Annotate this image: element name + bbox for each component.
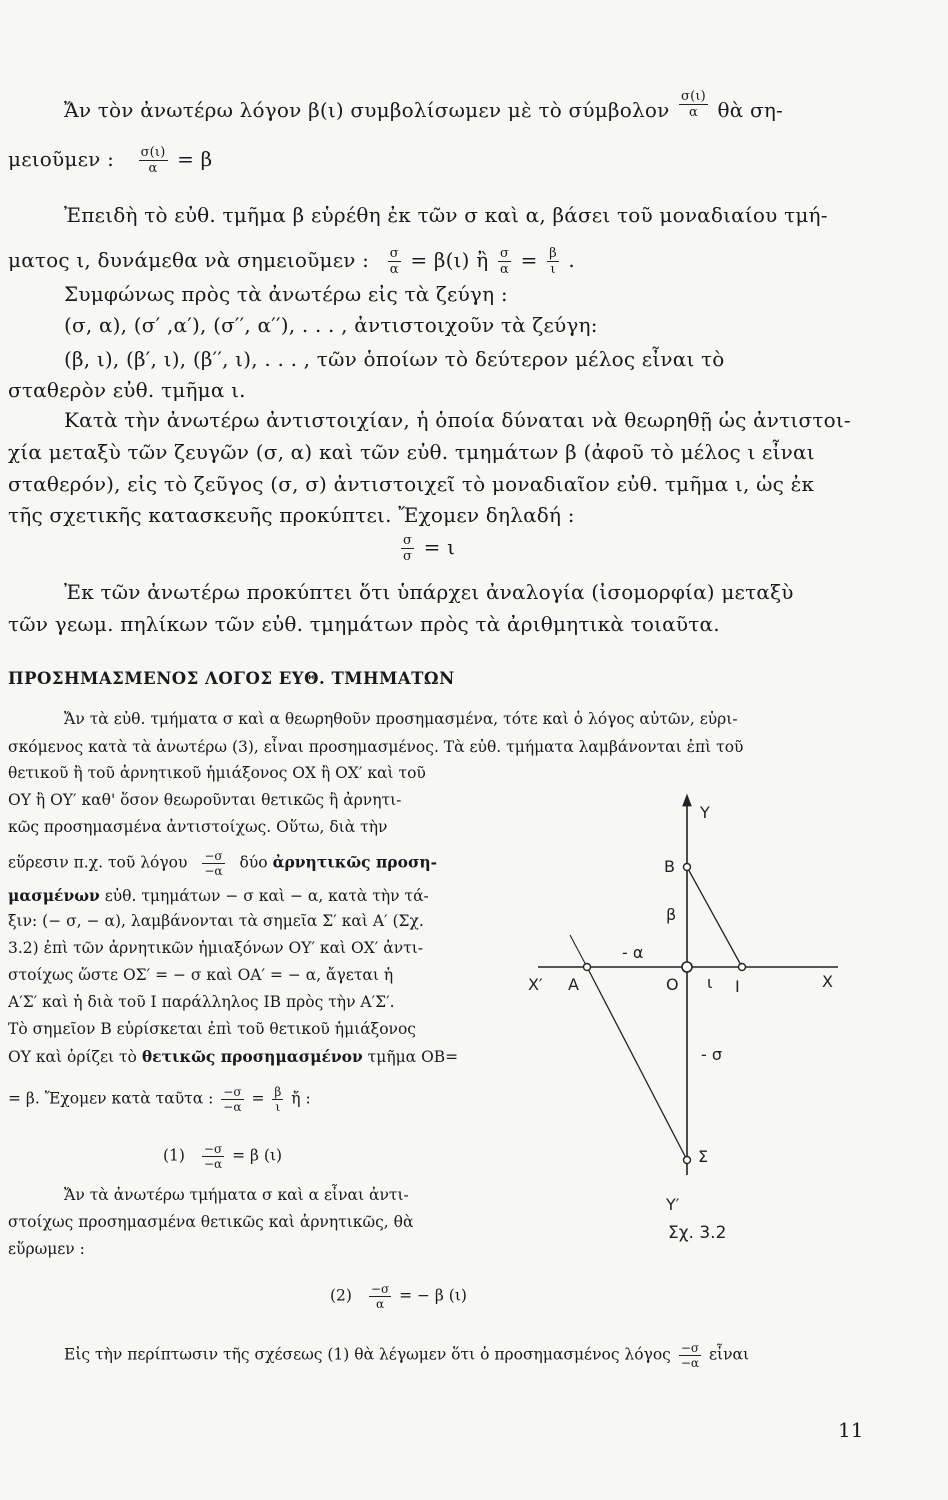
- text-line: Ἄν τὰ εὐθ. τμήματα σ καὶ α θεωρηθοῦν προσημασμένα, τότε καὶ ὁ λόγος αὐτῶν, εὑρι-: [64, 710, 738, 728]
- label-minus-sigma: - σ: [701, 1045, 722, 1064]
- equation-label: (2): [330, 1286, 352, 1305]
- text-line: ΟΥ ἢ ΟΥ′ καθ' ὅσον θεωροῦνται θετικῶς ἢ ἀρνητι-: [8, 791, 402, 809]
- label-x: Χ: [822, 972, 833, 991]
- fraction-num: −σ: [204, 849, 223, 863]
- page-number: 11: [838, 1418, 864, 1442]
- text-line: (σ, α), (σ′ ,α′), (σ′′, α′′), . . . , ἀντιστοιχοῦν τὰ ζεύγη:: [64, 313, 598, 337]
- label-y-prime: Υ′: [666, 1195, 680, 1214]
- fraction-den: −α: [204, 864, 223, 878]
- fraction-num: σ: [403, 533, 413, 548]
- fraction-num: −σ: [680, 1341, 700, 1355]
- text-line: Συμφώνως πρὸς τὰ ἀνωτέρω εἰς τὰ ζεύγη :: [64, 282, 508, 306]
- text-line: (β, ι), (β′, ι), (β′′, ι), . . . , τῶν ὁποίων τὸ δεύτερον μέλος εἶναι τὸ: [64, 347, 725, 371]
- text-line: κῶς προσημασμένα ἀντιστοίχως. Οὕτω, διὰ τὴν: [8, 818, 388, 836]
- fraction-den: ι: [275, 1100, 281, 1114]
- label-i: Ι: [735, 977, 740, 996]
- point-b: [684, 864, 691, 871]
- text-span: εὐθ. τμημάτων − σ καὶ − α, κατὰ τὴν τά-: [104, 887, 429, 905]
- label-minus-alpha: - α: [622, 943, 644, 962]
- fraction-num: β: [549, 246, 557, 261]
- text-line: θετικοῦ ἢ τοῦ ἀρνητικοῦ ἡμιάξονος ΟΧ ἢ ΟΧ′ καὶ τοῦ: [8, 764, 426, 782]
- label-o: Ο: [666, 975, 679, 994]
- text-line: χία μεταξὺ τῶν ζευγῶν (σ, α) καὶ τῶν εὐθ. τμημάτων β (ἀφοῦ τὸ μέλος ι εἶναι: [8, 440, 815, 464]
- label-sigma: Σ: [698, 1147, 709, 1166]
- fraction-den: α: [688, 105, 698, 120]
- text-line: σταθερόν), εἰς τὸ ζεῦγος (σ, σ) ἀντιστοιχεῖ τὸ μοναδιαῖον εὐθ. τμῆμα ι, ὡς ἐκ: [8, 472, 815, 496]
- fraction-num: σ(ι): [681, 89, 706, 104]
- text-line: Τὸ σημεῖον Β εὑρίσκεται ἐπὶ τοῦ θετικοῦ ἡμιάξονος: [8, 1020, 416, 1038]
- text-span: εἶναι: [709, 1345, 750, 1364]
- fraction-den: −α: [203, 1157, 223, 1171]
- text-span: =: [520, 248, 538, 272]
- text-span: ματος ι, δυνάμεθα νὰ σημειοῦμεν :: [8, 248, 370, 272]
- label-x-prime: Χ′: [528, 975, 543, 994]
- fraction-den: α: [389, 262, 399, 277]
- text-line: Α′Σ′ καὶ ἡ διὰ τοῦ Ι παράλληλος ΙΒ πρὸς τὴν Α′Σ′.: [8, 993, 395, 1011]
- text-span: ΟΥ καὶ ὁρίζει τὸ: [8, 1048, 137, 1066]
- label-iota: ι: [707, 973, 713, 992]
- point-a: [584, 964, 591, 971]
- text-span: = β (ι): [232, 1146, 283, 1165]
- fraction-num: −σ: [370, 1282, 390, 1296]
- text-line: τῆς σχετικῆς κατασκευῆς προκύπτει. Ἔχομεν δηλαδή :: [8, 503, 575, 527]
- text-line: 3.2) ἐπὶ τῶν ἀρνητικῶν ἡμιαξόνων ΟΥ′ καὶ ΟΧ′ ἀντι-: [8, 939, 424, 957]
- point-i: [739, 964, 746, 971]
- text-span: δύο: [239, 853, 268, 872]
- fraction-den: ι: [550, 262, 556, 277]
- line-i-b: [687, 867, 742, 967]
- point-sigma: [684, 1157, 691, 1164]
- fraction-den: −α: [223, 1100, 242, 1114]
- point-o: [682, 962, 692, 972]
- text-span: =: [251, 1089, 265, 1108]
- text-line: ξιν: (− σ, − α), λαμβάνονται τὰ σημεῖα Σ′ καὶ Α′ (Σχ.: [8, 912, 424, 930]
- fraction-num: σ: [389, 246, 399, 261]
- fraction-num: −σ: [223, 1085, 242, 1099]
- text-span: Εἰς τὴν περίπτωσιν τῆς σχέσεως (1) θὰ λέγωμεν ὅτι ὁ προσημασμένος λόγος: [64, 1345, 671, 1364]
- text-line: στοίχως προσημασμένα θετικῶς καὶ ἀρνητικῶς, θὰ: [8, 1213, 414, 1231]
- fraction-den: σ: [403, 549, 413, 564]
- label-b: Β: [664, 857, 675, 876]
- line-a-sigma-ext: [570, 935, 587, 967]
- fraction-num: σ: [499, 246, 510, 261]
- text-line: Κατὰ τὴν ἀνωτέρω ἀντιστοιχίαν, ἡ ὁποία δύναται νὰ θεωρηθῇ ὡς ἀντιστοι-: [64, 408, 851, 432]
- label-beta: β: [666, 905, 677, 924]
- text-bold: θετικῶς προσημασμένον: [141, 1047, 363, 1066]
- line-a-sigma: [587, 967, 687, 1160]
- text-span: θὰ ση-: [717, 98, 783, 122]
- text-span: = β: [177, 147, 213, 171]
- text-bold: ἀρνητικῶς προση-: [272, 852, 438, 872]
- fraction-num: σ(ι): [140, 145, 166, 160]
- text-line: Ἐπειδὴ τὸ εὐθ. τμῆμα β εὑρέθη ἐκ τῶν σ καὶ α, βάσει τοῦ μοναδιαίου τμή-: [64, 203, 828, 227]
- text-line: Ἄν τὰ ἀνωτέρω τμήματα σ καὶ α εἶναι ἀντι-: [64, 1186, 409, 1204]
- text-span: εὕρεσιν π.χ. τοῦ λόγου: [8, 853, 188, 872]
- fraction-den: −α: [680, 1356, 700, 1370]
- text-line: σταθερὸν εὐθ. τμῆμα ι.: [8, 378, 246, 402]
- fraction-den: α: [148, 161, 158, 176]
- text-line: σκόμενος κατὰ τὰ ἀνωτέρω (3), εἶναι προσημασμένος. Τὰ εὐθ. τμήματα λαμβάνονται ἐπὶ τοῦ: [8, 738, 744, 756]
- text-span: ἤ :: [291, 1089, 311, 1108]
- text-bold: μασμένων: [8, 886, 100, 905]
- text-line: τῶν γεωμ. πηλίκων τῶν εὐθ. τμημάτων πρὸς τὰ ἀριθμητικὰ τοιαῦτα.: [8, 612, 720, 636]
- text-span: = β. Ἔχομεν κατὰ ταῦτα :: [8, 1089, 214, 1108]
- label-y: Υ: [700, 803, 710, 822]
- text-line: στοίχως ὥστε ΟΣ′ = − σ καὶ ΟΑ′ = − α, ἄγεται ἡ: [8, 966, 394, 984]
- text-line: Ἐκ τῶν ἀνωτέρω προκύπτει ὅτι ὑπάρχει ἀναλογία (ἰσομορφία) μεταξὺ: [64, 580, 794, 604]
- fraction-num: β: [274, 1085, 282, 1099]
- label-a: Α: [568, 975, 579, 994]
- text-span: μειοῦμεν :: [8, 147, 115, 171]
- text-line: εὕρωμεν :: [8, 1240, 85, 1258]
- text-span: τμῆμα ΟΒ=: [367, 1048, 459, 1066]
- section-heading: ΠΡΟΣΗΜΑΣΜΕΝΟΣ ΛΟΓΟΣ ΕΥΘ. ΤΜΗΜΑΤΩΝ: [8, 669, 455, 688]
- text-span: .: [568, 248, 575, 272]
- text-span: = ι: [423, 535, 456, 559]
- fraction-den: α: [375, 1297, 385, 1311]
- text-span: = β(ι) ἢ: [410, 248, 489, 272]
- equation-label: (1): [163, 1146, 185, 1165]
- fraction-num: −σ: [203, 1142, 223, 1156]
- figure-caption: Σχ. 3.2: [668, 1223, 727, 1243]
- text-span: Ἄν τὸν ἀνωτέρω λόγον β(ι) συμβολίσωμεν μὲ τὸ σύμβολον: [64, 98, 670, 122]
- fraction-den: α: [500, 262, 509, 277]
- text-span: = − β (ι): [399, 1286, 467, 1305]
